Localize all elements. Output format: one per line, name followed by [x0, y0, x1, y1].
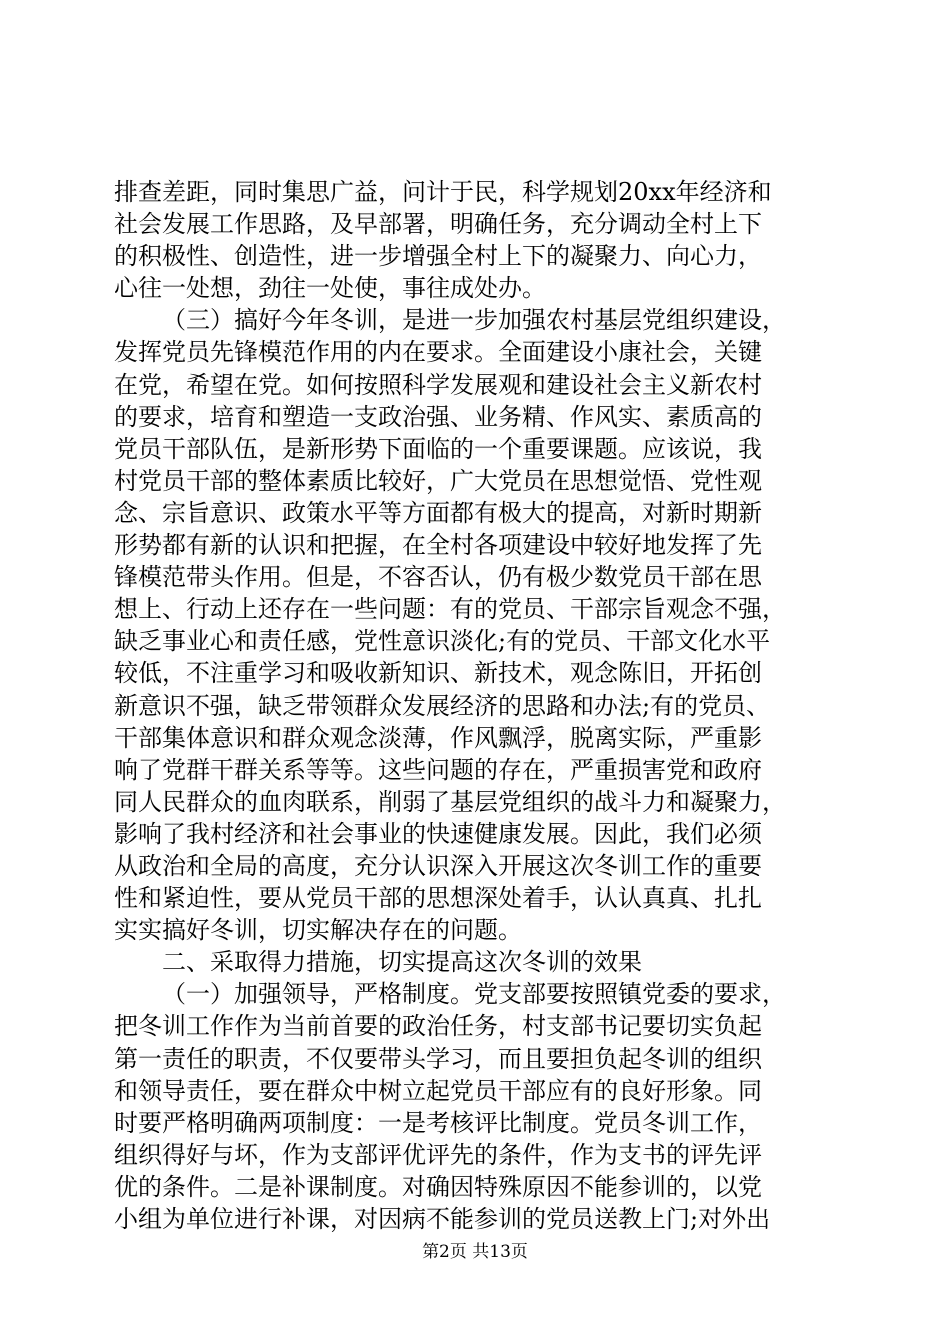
text-line: （一）加强领导，严格制度。党支部要按照镇党委的要求， [162, 980, 786, 1009]
text-line: 和领导责任，要在群众中树立起党员干部应有的良好形象。同 [114, 1076, 762, 1105]
text-line: 村党员干部的整体素质比较好，广大党员在思想觉悟、党性观 [114, 466, 762, 495]
text-line: 同人民群众的血肉联系，削弱了基层党组织的战斗力和凝聚力， [114, 787, 786, 816]
text-line: 形势都有新的认识和把握，在全村各项建设中较好地发挥了先 [114, 531, 762, 560]
text-line: 发挥党员先锋模范作用的内在要求。全面建设小康社会，关键 [114, 338, 762, 367]
document-body [114, 176, 850, 1235]
text-line: 第一责任的职责，不仅要带头学习，而且要担负起冬训的组织 [114, 1044, 762, 1073]
section-heading [114, 946, 850, 978]
text-line: 在党，希望在党。如何按照科学发展观和建设社会主义新农村 [114, 370, 762, 399]
paragraph-3 [114, 978, 850, 1235]
text-line: 性和紧迫性，要从党员干部的思想深处着手，认认真真、扎扎 [114, 884, 762, 913]
text-line: 缺乏事业心和责任感，党性意识淡化;有的党员、干部文化水平 [114, 627, 771, 656]
text-line: 组织得好与坏，作为支部评优评先的条件，作为支书的评先评 [114, 1140, 762, 1169]
text-line: 影响了我村经济和社会事业的快速健康发展。因此，我们必须 [114, 819, 762, 848]
text-line: 锋模范带头作用。但是，不容否认，仍有极少数党员干部在思 [114, 563, 762, 592]
text-line: 响了党群干群关系等等。这些问题的存在，严重损害党和政府 [114, 755, 762, 784]
text-line: 社会发展工作思路，及早部署，明确任务，充分调动全村上下 [114, 210, 762, 239]
text-line: 干部集体意识和群众观念淡薄，作风飘浮，脱离实际，严重影 [114, 723, 762, 752]
text-line: 较低，不注重学习和吸收新知识、新技术，观念陈旧，开拓创 [114, 659, 762, 688]
page-number: 第2页 共13页 [422, 1242, 528, 1262]
text-line: 优的条件。二是补课制度。对确因特殊原因不能参训的，以党 [114, 1172, 762, 1201]
text-line: 念、宗旨意识、政策水平等方面都有极大的提高，对新时期新 [114, 498, 762, 527]
text-line: 新意识不强，缺乏带领群众发展经济的思路和办法;有的党员、 [114, 691, 771, 720]
text-line: 小组为单位进行补课，对因病不能参训的党员送教上门;对外出 [114, 1205, 771, 1233]
text-line: 二、采取得力措施，切实提高这次冬训的效果 [162, 948, 642, 977]
text-line: 的要求，培育和塑造一支政治强、业务精、作风实、素质高的 [114, 402, 762, 431]
text-line: 时要严格明确两项制度：一是考核评比制度。党员冬训工作， [114, 1108, 762, 1137]
text-line: 心往一处想，劲往一处使，事往成处办。 [114, 274, 546, 303]
text-line: 从政治和全局的高度，充分认识深入开展这次冬训工作的重要 [114, 851, 762, 880]
text-line: 把冬训工作作为当前首要的政治任务，村支部书记要切实负起 [114, 1012, 762, 1041]
text-line: （三）搞好今年冬训，是进一步加强农村基层党组织建设， [162, 306, 786, 335]
page-footer [0, 1240, 950, 1264]
text-line: 实实搞好冬训，切实解决存在的问题。 [114, 916, 522, 945]
text-line: 排查差距，同时集思广益，问计于民，科学规划20xx年经济和 [114, 178, 772, 206]
paragraph-2 [114, 304, 850, 946]
paragraph-1 [114, 176, 850, 304]
text-line: 的积极性、创造性，进一步增强全村上下的凝聚力、向心力， [114, 242, 762, 271]
text-line: 想上、行动上还存在一些问题：有的党员、干部宗旨观念不强， [114, 595, 786, 624]
text-line: 党员干部队伍，是新形势下面临的一个重要课题。应该说，我 [114, 434, 762, 463]
